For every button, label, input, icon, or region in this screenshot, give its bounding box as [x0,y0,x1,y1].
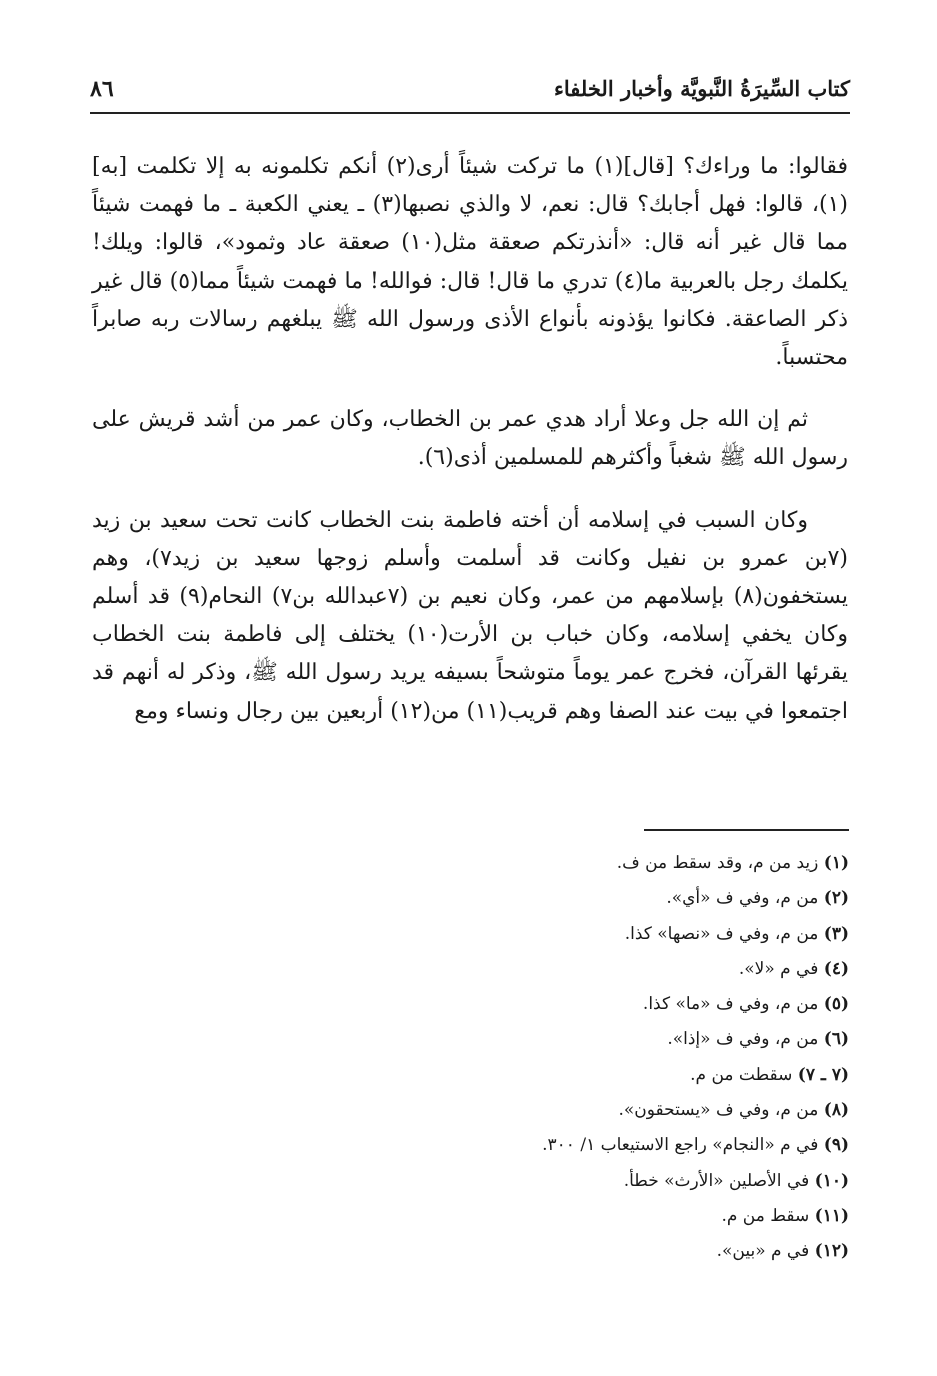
footnote-number: (٤) [823,958,849,979]
running-header [90,76,850,114]
footnote-number: (٣) [823,923,849,944]
footnote-text: في م «بين». [716,1241,810,1262]
footnote-separator [644,829,849,831]
footnote-number: (١١) [814,1205,849,1226]
footnote-number: (٥) [823,994,849,1015]
footnote-number: (١) [823,853,849,873]
paragraph: ثم إن الله جل وعلا أراد هدي عمر بن الخطاب، وكان عمر من أشد قريش على رسول الله ﷺ شغباً وأكثرهم للمسلمين أذى(٦). [92,407,848,471]
footnote-number: (٦) [823,1029,849,1050]
footnote-number: (٨) [823,1100,849,1121]
footnote-text: سقط من م. [721,1205,810,1226]
paragraph: وكان السبب في إسلامه أن أخته فاطمة بنت الخطاب كانت تحت سعيد بن زيد (٧بن عمرو بن نفيل وكانت قد أسلمت وأسلم زوجها سعيد بن زيد٧)، وهم يستخفون(٨) بإسلامهم من عمر، وكان نعيم بن (٧عبدالله بن٧) النحام(٩) قد أسلم وكان يخفي إسلامه، وكان خباب بن الأرت(١٠) يختلف إلى فاطمة بنت الخطاب يقرئها القرآن، فخرج عمر يوماً متوشحاً بسيفه يريد رسول الله ﷺ، وذكر له أنهم قد اجتمعوا في بيت عند الصفا وهم قريب(١١) من(١٢) أربعين بين رجال ونساء ومع [92,507,848,724]
footnote-text: من م، وفي ف «إذا». [667,1029,819,1050]
page-number: ٨٦ [90,76,114,102]
footnote [89,846,849,881]
footnote-number: (١٠) [814,1170,849,1191]
footnote-number: (٢) [823,888,849,909]
footnote-text: في م «النجام» راجع الاستيعاب ١/ ٣٠٠. [542,1135,819,1156]
footnote [89,1128,849,1163]
footnote [89,1234,849,1269]
footnote-text: من م، وفي ف «أي». [666,888,819,909]
footnote [89,952,849,987]
footnote [89,1093,849,1128]
book-title: كتاب السِّيرَةُ النَّبويَّة وأخبار الخلفاء [554,76,850,101]
footnote [89,1022,849,1057]
footnote-text: من م، وفي ف «نصها» كذا. [624,923,819,944]
footnote-text: من م، وفي ف «يستحقون». [618,1100,819,1121]
footnote [89,917,849,952]
footnote [89,1199,849,1234]
footnotes-list [89,846,849,1270]
footnote-text: زيد من م، وقد سقط من ف. [616,853,819,873]
footnote-text: من م، وفي ف «ما» كذا. [642,994,819,1015]
footnote-number: (١٢) [814,1241,849,1262]
paragraph: فقالوا: ما وراءك؟ [قال](١) ما تركت شيئاً أرى(٢) أنكم تكلمونه به إلا تكلمت [به](١)، قالوا: فهل أجابك؟ قال: نعم، لا والذي نصبها(٣) ـ يعني الكعبة ـ ما فهمت شيئاً مما قال غير أنه قال: «أنذرتكم صعقة مثل(١٠) صعقة عاد وثمود»، قالوا: ويلك! يكلمك رجل بالعربية ما(٤) تدري ما قال! قال: فوالله! ما فهمت شيئاً مما(٥) قال غير ذكر الصاعقة. فكانوا يؤذونه بأنواع الأذى ورسول الله ﷺ يبلغهم رسالات ربه صابراً محتسباً. [92,154,849,371]
footnote-text: في م «لا». [738,958,819,979]
footnote [89,987,849,1022]
footnote-text: سقطت من م. [690,1064,793,1085]
footnote [89,1164,849,1199]
footnote-text: في الأصلين «الأرث» خطأ. [623,1170,810,1191]
main-text [92,148,848,731]
footnote [89,1058,849,1093]
footnote-number: (٩) [823,1135,849,1156]
footnote-number: (٧ ـ ٧) [797,1064,849,1085]
footnote [89,881,849,916]
